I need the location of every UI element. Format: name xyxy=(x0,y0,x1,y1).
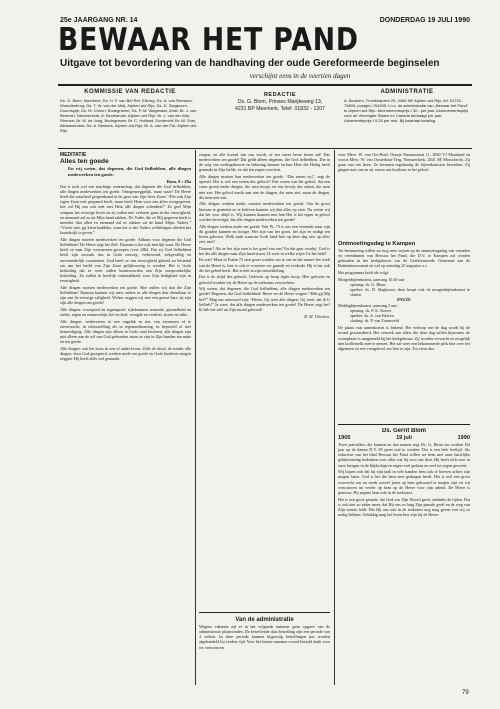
programma-label: Het programma luidt als volgt: xyxy=(338,270,390,276)
afternoon-closing: sluiting: ds. P. van Zonneveld xyxy=(350,318,399,324)
header-rule xyxy=(58,84,472,86)
afternoon-speaker: spreker: ds. A. van Ekeren xyxy=(350,312,394,318)
blom-paragraph: Twee jaarvallen, die kunnen en dan namen zegt Ds. G. Blom om werken Dit jaar op de datum D.V. 85 jaren oud te worden. Dat is een hele leeftijd. Als redacteur van het blad Bewaar het Pand willen we hem met onze hartelijke gelukwensing bedanken voor alles wat hij voor ons doet. Hij heeft zich voor in onze kringen in de blijdschap en zegen veel gedaan en veel tot zegen geweest. xyxy=(338,442,470,468)
administratie-box xyxy=(344,89,470,123)
afternoon-session: Middagbijeenkomst, aanvang 2 uur: xyxy=(338,302,398,308)
continued-paragraph: Alle dingen werken mede ten goede. Wat Ps. 73 is ons een vreemde waar zijn dit gouden kunnen en hoogte. Het zijn van het groot, het zijn en nodigt ten leven geboren. Welk zaak waarom Gods kind hier op deze dag niet op alles ziet, niet? xyxy=(199,223,330,244)
commissie-text: Ds. G. Blom, Meerkerk; Ds. H. F. van Bel Ret. Ellerug; Ds. A. van Renssen, Woerdenburg; Ds. T. W. van der Meij, Alphen a/d Rijn; Ds. D. Slagboom, Doornspijk; Ds. M. Chiron, Bodegraven; Ds. P. M. Wagenaar, Zeist; Br. J. van Bemmel, Nieuwerkerk; A. Bevelander, Alphen a/d Rijn; Br. J. van der Wal, Rhenen; Br. W. de Jong, Bodegraven; Br. C. Hofland, Dordrecht; Br. W. Snel, Alblasserdam; Ds. A. Beukers, Alphen a/d Rijn; Br. A. van der Pol, Alphen a/d Rijn. xyxy=(60,98,197,133)
ontmoetingsdag-title: Ontmoetingsdag te Kampen xyxy=(338,241,416,247)
masthead-tagline: verschijnt eens in de veertien dagen xyxy=(249,72,351,80)
column-divider-1 xyxy=(195,150,196,685)
meditatie-paragraph: Alle dingen moeten medewerken ten goede. Hoe zullen wij dan die Zijn liefhebben! Daarom kunnen wij niets anders in alle dingen dan dienstbaar te zijn aan de eeuwige zaligheid. Weleer zeggen wij met een gerust hart: zij zijn zijn alle dingen ten goede! xyxy=(60,284,191,306)
redactie-label: REDACTIE xyxy=(263,92,297,98)
continued-paragraph: Dat is de strijd des geloofs. Geloven op hoop tegen hoop. Hier geloven en geloofd worden wij de Heere op de toekomst verwachten. xyxy=(199,274,330,285)
masthead-title: BEWAAR HET PAND xyxy=(58,22,359,58)
ontmoetingsdag-intro: Ter herinnering willen we nog eens wijzen op de ontmoetingsdag van vrienden en vriendinnen van Bewaar het Pand, die D.V. te Kampen zal worden gehouden in het kerkgebouw van de Gereformeerde Gemeente aan de Buitennieuwstraat en wel op zaterdag 25 augustus a.s. xyxy=(338,248,470,269)
admin-notice-title: Van de administratie xyxy=(235,617,294,623)
meditatie-paragraph: Alle dingen: ook het kruis in een of ander leven. Zelfs de dood, de zonde; alle dingen, door God geregeerd, werken mede ten goede en Gods kinderen mogen zeggen: Hij heeft alles wel gemaakt. xyxy=(60,346,191,362)
body-rule xyxy=(58,148,472,149)
meditatie-title: Alles ten goede xyxy=(60,158,109,165)
morning-opening: opening: ds. G. Blom xyxy=(350,281,386,287)
meditatie-quote: En wij weten, dat degenen, die God liefhebben, alle dingen medewerken ten goede. xyxy=(68,166,191,177)
blom-paragraph: Wij hopen ook dat hij zijn taak in vele handen hem ook te hoeven achter zijn mogen laten. God is het die hem zeer gedragen heeft. Het is wel een groot voorrecht om nu reeds zoveel jaren op hem gebouwd te mogen zijn en wij vertrouwen nu verder op hem op de Heere voor zijn arbeid. De Heere is getrouw. Hij zegene hem ook in de toekomst. xyxy=(338,469,470,495)
admin-notice-box xyxy=(199,616,330,684)
issue-date: DONDERDAG 19 JULI 1990 xyxy=(379,17,470,24)
admin-notice-text: Wegens vakantie zal er in het volgende nummer geen opgave van de administratie plaatsvinden. De betreffende data bestelling zijn een periode van 4 weken. In deze periode kunnen bijgevolg bestellingen pas worden afgehandeld bij verdere tijd. Voor het laatste nummer vooraf betaald dank voor uw vertrouwen. xyxy=(199,624,330,650)
meditatie-paragraph: Alle dingen: voorspoed en tegenspoed, rijkdommen armoede, gezondheid en ziekte, regen en zonneschijn, lief en leed, vreugde en verdriet, storm en stilte. xyxy=(60,306,191,318)
page-number: 79 xyxy=(462,690,469,696)
notice-text: voor Mevr. W. van Ooi-Boel, Oranje Nassaustraat 11, 2830 VJ Maasland en voorts Mevr. W. van Oosterhout-Terg, Nieuwerkerk, 2841 SE Moordrecht. Zij gaan van ons heen. Ze kwamen regelmatig de bijeenkomsten bezoeken. Zij gingen met ons en zij waren ons kostbaar in het geloof. xyxy=(338,152,470,173)
commissie-box xyxy=(60,89,200,133)
morning-session: Morgenbijeenkomst, aanvang 10.30 uur: xyxy=(338,276,406,282)
blom-birth-year: 1905 xyxy=(338,435,351,441)
blom-day: 19 juli xyxy=(396,435,412,441)
pause-label: PAUZE xyxy=(397,297,411,303)
blom-section xyxy=(338,428,470,684)
column-divider-2 xyxy=(334,150,335,685)
meditatie-column xyxy=(60,152,191,684)
continued-paragraph: zorgen, en alle kwaad van ons wordt, of ten onzes beste keren zal! Das medewerken ten goede! Dat geldt alleen degenen, die God liefhebben. Die in de weg van wedergeboorte en bekering kennen en hun Heer die Heilig heeft gemaakt in Zijn liefde, en dat ten zegen voor hen. xyxy=(199,152,330,173)
meditatie-signature: D. M. Vlietstra. xyxy=(304,313,330,319)
volume-number: 25e JAARGANG NR. 14 xyxy=(60,17,138,24)
ontmoetingsdag-section xyxy=(338,240,470,420)
meditatie-paragraph: Alle dingen: wedervaren in een ongeluk in iets van toenemen of te onverwacht, in teleurstelling als in tegemoetkoming, in beproefd of met bemoediging. Alle dingen zijn alleen in Gods raad besloten, alle dingen zijn niet alleen aan de wil van God gebonden, maar ze zijn in Zijn handen ten nutte en ten goede. xyxy=(60,318,191,345)
redactie-line2: 4231 BP Meerkerk, Telef. 01832 - 1207 xyxy=(234,106,326,112)
meditatie-paragraph: Dat is toch wel een machtige wetenschap, dat degenen die God liefhebben, alle dingen medewerken ten goede. Ontegenzeggelijk, maar waar? De Heere heeft die waarheid geopenbaard in de gave van Zijn lieve Zoon! “Die ook Zijn eigen Zoon niet gespaard heeft, maar heeft Hem voor ons allen overgegeven, hoe zal Hij ons ook niet met Hem alle dingen schenken?” Ze geel Mijn schapen het eeuwige leven en zij zullen niet verloren gaan in der eeuwigheid, en niemand zal ze uit Mijn hand rukken. De Vader, die ze Mij gegeven heeft is meerder dan allen en niemand zal ze rukken uit de hand Mijns Vaders.” “Vreest niet, gij klein kuddeke, want het is des Vaders welbehagen ulieden het koninkrijk te geven.” xyxy=(60,183,191,236)
meditatie-label: MEDITATIE xyxy=(60,152,87,158)
admin-notice-rule xyxy=(199,612,330,613)
administratie-title: ADMINISTRATIE xyxy=(380,89,434,95)
meditatie-reference: Rom. 8 : 28a xyxy=(166,178,191,184)
ontmoetingsdag-closing: De plaats van samenkomst is bekend. Het verloop van de dag wordt bij de avond gewaardeerd. Het verzoek aan allen, die deze dag willen bijwonen, de woonplaats is aangemeld bij het kerkgebouw. Zij worden verwacht zo mogelijk met koffiemelk mee te nemen. Het zal weer een bekommerde plek hier over het algemeen en een vreugdevol om hier te zijn. Tot ziens dus. xyxy=(338,325,470,351)
blom-name: Ds. Gerrit Blom xyxy=(381,428,426,434)
blom-dates xyxy=(338,435,470,442)
meditatie-continued-column xyxy=(199,152,330,602)
afternoon-opening: opening: ds. P. K. Keizer xyxy=(350,307,392,313)
commissie-title: KOMMISSIE VAN REDACTIE xyxy=(84,89,176,95)
closing-paragraph: Wij weten, dat degenen, die God liefhebben, alle dingen medewerken ten goede! Degenen, die God liefhebben! Heere we de Heere vragen: “Heb gij Mij lief?” Mag ons antwoord zijn: “Heere, Gij weet alle dingen; Gij weet, dat ik U liefheb!” Ja weet, dat alle dingen medewerken ten goede! De Heere zegt het! Ik heb het zelf uit Zijn mond gehoord! xyxy=(199,286,330,312)
redactie-box xyxy=(220,92,340,113)
blom-paragraph: Het is een grote genade, dat God ons Zijn Woord geeft, ondanks de tijden. Dat is ook niet zo zeker meer, dat Hij ons zo lang Zijn genade geeft en de weg van Zijn wetten leidt. Dat Hij ons ook in de toekomst nog mag geven wat wij zo nodig hebben. Gelukkig mag het leven hier zijn bij de Heere. xyxy=(338,496,470,518)
masthead-subtitle: Uitgave tot bevordering van de handhaving der oude Gereformeerde beginselen xyxy=(60,58,440,69)
redactie-line1: Ds. G. Blom, Prinses Marijkeweg 13, xyxy=(237,99,323,105)
morning-speaker: spreker: ds. D. Slagboom; deze hoopt ook de morgenbijeenkomst te sluiten xyxy=(350,287,470,298)
continued-paragraph: Daarom? Als ze het zijn zien is het goed van ons! En dat gaat voorbij. God is het die alle dingen naar Zijn hand stuurt. Ik weet in welke wijze Ge het hebt? xyxy=(199,245,330,256)
meditatie-paragraph: Alle dingen moeten medewerken ten goede. Althans voor degenen die God liefhebben! De Heere zegt het Zelf. Daarom is het ook heerlijk waar. De Heere heeft ze naar Zijn voornemen geroepen (vers 28b). Dat zij God liefhebben heeft zijn oorzaak dus in Gods eeuwig, verkiezend, welgevallig en onveranderlijk voornemen. God heeft ze van eeuwigheid gekend en bestemd om aan het beeld van Zijn Zoon gelijkvormig te worden. Het is Gods bedoeling dat ze weer zullen beantwoorden aan Zijn oorspronkelijke bedoeling. Ze zullen in heerlijk volmaaktheid voor Zijn heiligheid zijn in eeuwigheid. xyxy=(60,236,191,284)
continued-paragraph: Alle dingen werken mede, moeten medewerken ten goede. Om de groot hiervan te genieten en te beleven kunnen wij dan alles op zien. Nu weten wij dat het voor altijd is. Wij kunnen daarom met hun Het is het eigen in geloof worden bevestigd, dat alle dingen medewerken ten goede! xyxy=(199,201,330,222)
blom-rule xyxy=(338,424,470,425)
administratie-text: A. Beukers, Troelstraplein 29, 2406 NE Alphen a/d Rijn, tel. 01720 - 75605, postgiro 764305, t.n.v. de administratie van „Bewaar het Pand” te Alphen a/d Rijn. Abonnementsprijs f 32,- per jaar. Abonnementsprijs voor de Verenigde Staten en Canada bedraagt per jaar. Advertentieprijs f 0,25 per mm. Bij kwartaal betaling. xyxy=(344,98,469,123)
notice-top-column xyxy=(338,152,470,236)
continued-paragraph: En wat? Maar in Psalm 73 zien gezet worden om te ons en het nauwe het werk van de Heere is, hier is ook te voorzien ver gaande en verdrukt. Hij is het ook die het gebed heeft. Het is niet in zijn ontwikkeling. xyxy=(199,257,330,273)
blom-current-year: 1990 xyxy=(457,435,470,441)
continued-paragraph: Alle dingen moeten hun medewerken ten goede. “Dat weten wij”, zegt de apostel. Het is wel een weten des geloofs! Een weten van het geloof, dat een vaste grond onder dingen, die men hoopt, en een bewijs der zaken, die men niet ziet. Het geloof merkt aan niet de dingen, die men ziet, maar de dingen, die men niet ziet. xyxy=(199,174,330,200)
